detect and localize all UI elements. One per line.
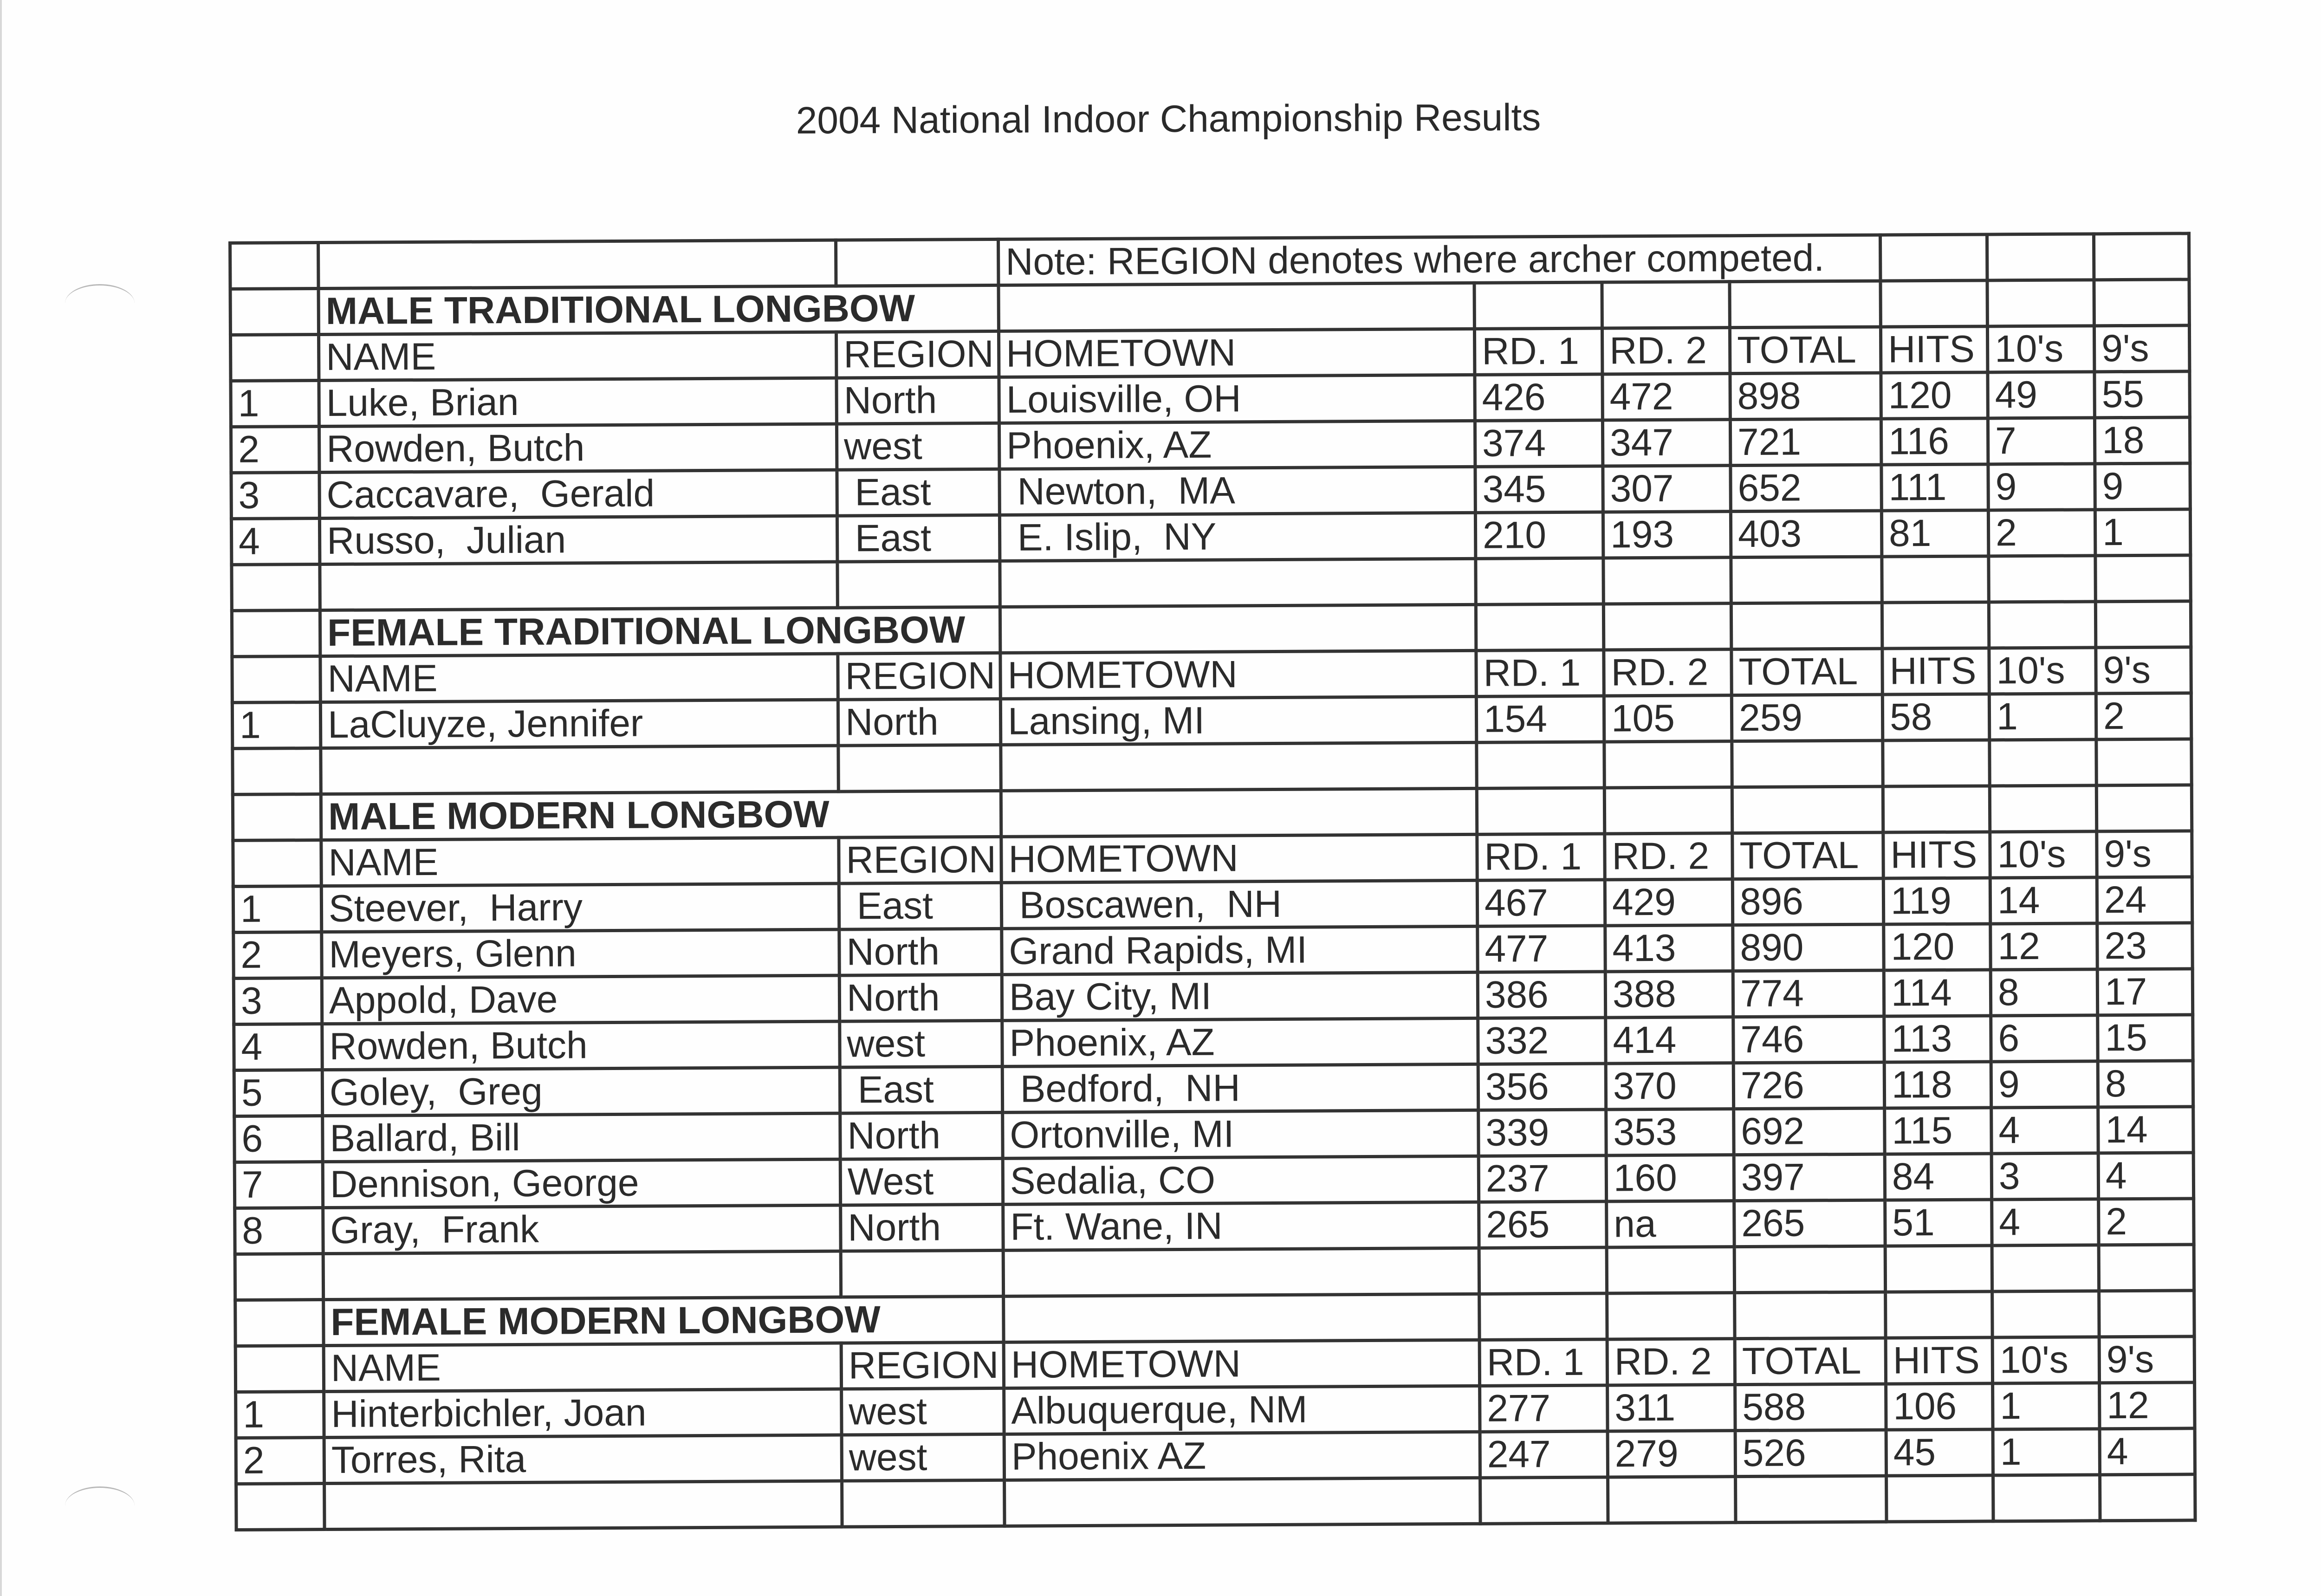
- name-cell: Meyers, Glenn: [322, 929, 839, 978]
- section-title: FEMALE TRADITIONAL LONGBOW: [320, 607, 1000, 656]
- round-2-cell: na: [1607, 1201, 1734, 1247]
- region-cell: East: [840, 1066, 1002, 1113]
- round-2-cell: 388: [1605, 971, 1733, 1018]
- round-1-cell: 477: [1478, 926, 1605, 972]
- tens-cell: 2: [1988, 510, 2095, 556]
- empty-cell: [1607, 1247, 1734, 1293]
- nines-cell: 14: [2098, 1107, 2193, 1153]
- empty-cell: [1882, 556, 1989, 603]
- empty-cell: [842, 1480, 1005, 1527]
- nines-cell: 4: [2098, 1153, 2193, 1199]
- rank-cell: 3: [233, 978, 322, 1025]
- empty-cell: [1736, 1476, 1887, 1523]
- header-hits: HITS: [1883, 832, 1990, 878]
- results-table-wrapper: [228, 232, 2194, 1531]
- empty-cell: [1001, 788, 1477, 837]
- empty-cell: [1990, 785, 2096, 832]
- hits-cell: 45: [1886, 1429, 1993, 1476]
- region-cell: west: [840, 1020, 1002, 1067]
- section-title: MALE TRADITIONAL LONGBOW: [318, 285, 998, 334]
- empty-cell: [233, 748, 321, 795]
- tens-cell: 1: [1989, 694, 2096, 740]
- rank-cell: 1: [232, 702, 320, 749]
- hometown-cell: Ft. Wane, IN: [1003, 1202, 1479, 1250]
- total-cell: 890: [1733, 924, 1884, 971]
- hometown-cell: Boscawen, NH: [1001, 880, 1477, 928]
- total-cell: 774: [1733, 970, 1884, 1017]
- empty-cell: [235, 1300, 324, 1346]
- header-hometown: HOMETOWN: [1004, 1340, 1479, 1388]
- empty-cell: [998, 283, 1474, 331]
- punch-hole-mark: [65, 1486, 135, 1525]
- name-cell: Goley, Greg: [322, 1067, 840, 1116]
- hometown-cell: Newton, MA: [999, 467, 1475, 515]
- hometown-cell: Phoenix AZ: [1004, 1432, 1480, 1480]
- rank-cell: 8: [235, 1208, 323, 1254]
- round-1-cell: 386: [1478, 972, 1605, 1018]
- rank-cell: 4: [231, 519, 319, 565]
- empty-cell: [2094, 234, 2189, 280]
- header-rd1: RD. 1: [1477, 834, 1605, 880]
- round-2-cell: 413: [1605, 925, 1733, 972]
- header-name: NAME: [321, 837, 839, 886]
- hits-cell: 113: [1884, 1016, 1991, 1062]
- hits-cell: 116: [1881, 418, 1988, 465]
- header-nines: 9's: [2096, 647, 2191, 694]
- empty-cell: [2095, 601, 2191, 648]
- name-cell: Rowden, Butch: [319, 424, 836, 472]
- total-cell: 588: [1735, 1384, 1887, 1431]
- empty-cell: [838, 745, 1001, 792]
- region-cell: East: [837, 515, 999, 562]
- rank-cell: 7: [234, 1162, 323, 1208]
- region-cell: North: [836, 377, 999, 424]
- header-total: TOTAL: [1730, 327, 1881, 374]
- rank-cell: 2: [231, 427, 319, 473]
- round-1-cell: 247: [1480, 1431, 1608, 1478]
- region-cell: North: [839, 974, 1002, 1021]
- empty-cell: [1886, 1291, 1992, 1338]
- rank-cell: 4: [234, 1024, 322, 1070]
- empty-cell: [1000, 604, 1476, 653]
- total-cell: 265: [1734, 1200, 1886, 1247]
- page-edge: [0, 0, 2, 1596]
- tens-cell: 14: [1990, 877, 2097, 924]
- empty-cell: [1603, 603, 1731, 650]
- round-2-cell: 347: [1602, 420, 1730, 466]
- empty-cell: [230, 335, 318, 381]
- empty-cell: [233, 794, 321, 841]
- total-cell: 397: [1734, 1154, 1885, 1201]
- region-cell: West: [840, 1158, 1003, 1205]
- empty-cell: [1992, 1245, 2099, 1291]
- round-1-cell: 374: [1475, 420, 1602, 467]
- empty-cell: [1735, 1292, 1886, 1339]
- header-nines: 9's: [2094, 325, 2189, 372]
- name-cell: Hinterbichler, Joan: [324, 1389, 842, 1437]
- empty-cell: [1000, 558, 1476, 607]
- header-hometown: HOMETOWN: [1000, 650, 1476, 699]
- header-total: TOTAL: [1731, 649, 1883, 695]
- empty-cell: [1732, 740, 1883, 787]
- hits-cell: 111: [1881, 464, 1988, 511]
- round-2-cell: 353: [1606, 1109, 1734, 1155]
- header-nines: 9's: [2099, 1336, 2194, 1383]
- tens-cell: 12: [1990, 923, 2097, 970]
- empty-cell: [321, 746, 838, 794]
- hometown-cell: Sedalia, CO: [1003, 1156, 1478, 1204]
- header-total: TOTAL: [1732, 832, 1884, 879]
- header-tens: 10's: [1992, 1337, 2099, 1383]
- total-cell: 526: [1735, 1430, 1887, 1477]
- region-cell: East: [839, 882, 1001, 929]
- header-name: NAME: [318, 332, 836, 380]
- nines-cell: 4: [2100, 1428, 2195, 1475]
- empty-cell: [232, 656, 320, 703]
- empty-cell: [235, 1254, 323, 1300]
- blank-row: [236, 1474, 2195, 1530]
- header-hits: HITS: [1880, 326, 1987, 373]
- round-1-cell: 277: [1480, 1385, 1608, 1432]
- header-total: TOTAL: [1735, 1338, 1886, 1385]
- hits-cell: 115: [1885, 1108, 1991, 1154]
- header-region: REGION: [839, 837, 1001, 883]
- region-cell: west: [836, 423, 999, 470]
- nines-cell: 55: [2094, 371, 2190, 418]
- empty-cell: [1005, 1478, 1480, 1526]
- empty-cell: [837, 561, 1000, 608]
- section-title: MALE MODERN LONGBOW: [321, 791, 1001, 840]
- region-cell: North: [838, 699, 1000, 746]
- region-cell: west: [842, 1388, 1004, 1435]
- empty-cell: [232, 564, 320, 611]
- header-rd1: RD. 1: [1479, 1339, 1607, 1386]
- empty-cell: [1602, 282, 1730, 328]
- punch-hole-mark: [65, 284, 135, 323]
- tens-cell: 9: [1988, 464, 2095, 510]
- rank-cell: 5: [234, 1070, 322, 1116]
- total-cell: 259: [1731, 694, 1883, 741]
- hits-cell: 119: [1883, 878, 1990, 924]
- round-2-cell: 311: [1608, 1385, 1735, 1431]
- name-cell: Torres, Rita: [324, 1435, 842, 1483]
- name-cell: Gray, Frank: [323, 1205, 841, 1253]
- empty-cell: [2095, 555, 2191, 602]
- tens-cell: 1: [1993, 1383, 2100, 1429]
- rank-cell: 6: [234, 1116, 323, 1162]
- empty-cell: [1476, 604, 1603, 650]
- tens-cell: 4: [1992, 1199, 2099, 1246]
- tens-cell: 3: [1991, 1153, 2098, 1200]
- empty-cell: [1604, 787, 1732, 834]
- empty-cell: [1480, 1477, 1608, 1524]
- empty-cell: [1732, 786, 1883, 833]
- empty-cell: [2096, 739, 2191, 785]
- nines-cell: 9: [2095, 463, 2190, 510]
- total-cell: 898: [1730, 373, 1881, 420]
- round-1-cell: 339: [1478, 1109, 1606, 1156]
- hits-cell: 81: [1881, 510, 1988, 557]
- round-2-cell: 160: [1606, 1155, 1734, 1201]
- hits-cell: 114: [1884, 970, 1990, 1016]
- hometown-cell: Louisville, OH: [999, 375, 1475, 423]
- round-1-cell: 345: [1475, 466, 1603, 513]
- tens-cell: 7: [1988, 418, 2094, 464]
- rank-cell: 3: [231, 473, 319, 519]
- empty-cell: [836, 239, 998, 286]
- name-cell: Appold, Dave: [322, 975, 839, 1024]
- round-2-cell: 307: [1603, 466, 1731, 512]
- empty-cell: [1992, 1291, 2099, 1337]
- tens-cell: 1: [1993, 1429, 2100, 1475]
- hometown-cell: Grand Rapids, MI: [1002, 926, 1478, 974]
- total-cell: 746: [1733, 1016, 1885, 1063]
- round-1-cell: 467: [1477, 880, 1605, 926]
- document-title: 2004 National Indoor Championship Results: [796, 96, 1541, 142]
- empty-cell: [318, 240, 836, 288]
- hometown-cell: Lansing, MI: [1000, 696, 1476, 745]
- nines-cell: 12: [2100, 1382, 2195, 1429]
- hits-cell: 84: [1885, 1154, 1991, 1200]
- rank-cell: 1: [233, 886, 321, 933]
- hits-cell: 120: [1881, 372, 1988, 419]
- header-hometown: HOMETOWN: [998, 329, 1474, 377]
- empty-cell: [1603, 558, 1731, 604]
- region-cell: west: [842, 1434, 1004, 1481]
- empty-cell: [1885, 1246, 1992, 1292]
- empty-cell: [1476, 558, 1603, 604]
- round-2-cell: 414: [1606, 1017, 1733, 1064]
- hometown-cell: Phoenix, AZ: [1002, 1018, 1478, 1066]
- nines-cell: 8: [2098, 1061, 2193, 1107]
- nines-cell: 17: [2097, 969, 2192, 1015]
- round-2-cell: 429: [1605, 879, 1732, 926]
- nines-cell: 1: [2095, 509, 2190, 556]
- empty-cell: [1004, 1294, 1479, 1342]
- empty-cell: [1734, 1246, 1886, 1293]
- empty-cell: [1880, 280, 1987, 327]
- rank-cell: 2: [236, 1438, 324, 1484]
- header-hometown: HOMETOWN: [1001, 834, 1477, 882]
- round-1-cell: 237: [1478, 1155, 1606, 1202]
- header-rd1: RD. 1: [1476, 650, 1604, 696]
- rank-cell: 1: [236, 1392, 324, 1438]
- header-tens: 10's: [1989, 648, 2096, 694]
- empty-cell: [2094, 279, 2189, 326]
- round-2-cell: 370: [1606, 1063, 1733, 1109]
- hometown-cell: Bay City, MI: [1002, 972, 1478, 1020]
- section-title: FEMALE MODERN LONGBOW: [324, 1296, 1004, 1345]
- region-cell: North: [841, 1204, 1003, 1251]
- empty-cell: [1474, 282, 1602, 329]
- header-nines: 9's: [2097, 831, 2192, 877]
- empty-cell: [1887, 1475, 1993, 1522]
- name-cell: Dennison, George: [323, 1159, 840, 1207]
- empty-cell: [1604, 741, 1732, 788]
- round-2-cell: 279: [1608, 1431, 1735, 1477]
- region-cell: North: [840, 1112, 1003, 1159]
- header-hits: HITS: [1886, 1337, 1992, 1384]
- name-cell: Luke, Brian: [319, 378, 836, 426]
- empty-cell: [1607, 1293, 1735, 1339]
- empty-cell: [233, 840, 321, 887]
- empty-cell: [1880, 234, 1987, 281]
- empty-cell: [2096, 785, 2191, 831]
- empty-cell: [1001, 742, 1477, 791]
- hits-cell: 58: [1882, 694, 1989, 740]
- hometown-cell: Bedford, NH: [1002, 1064, 1478, 1112]
- empty-cell: [2100, 1474, 2195, 1521]
- hometown-cell: Albuquerque, NM: [1004, 1386, 1480, 1434]
- name-cell: Ballard, Bill: [323, 1113, 840, 1161]
- hits-cell: 118: [1884, 1062, 1991, 1108]
- empty-cell: [1477, 742, 1604, 788]
- empty-cell: [1731, 603, 1882, 649]
- empty-cell: [1730, 281, 1881, 328]
- total-cell: 896: [1732, 878, 1884, 925]
- rank-cell: 2: [233, 932, 322, 979]
- empty-cell: [1608, 1477, 1736, 1523]
- round-1-cell: 332: [1478, 1018, 1606, 1064]
- round-1-cell: 154: [1476, 696, 1604, 742]
- empty-cell: [1479, 1293, 1607, 1340]
- round-2-cell: 105: [1604, 695, 1731, 742]
- empty-cell: [236, 1484, 324, 1530]
- header-name: NAME: [320, 654, 838, 702]
- empty-cell: [324, 1481, 842, 1529]
- empty-cell: [1003, 1248, 1479, 1296]
- total-cell: 403: [1731, 511, 1882, 558]
- empty-cell: [232, 610, 320, 657]
- nines-cell: 18: [2094, 417, 2190, 464]
- name-cell: LaCluyze, Jennifer: [320, 700, 838, 748]
- empty-cell: [1883, 740, 1990, 786]
- header-rd2: RD. 2: [1604, 649, 1731, 696]
- header-region: REGION: [841, 1342, 1004, 1389]
- name-cell: Russo, Julian: [319, 516, 837, 564]
- header-region: REGION: [838, 653, 1000, 700]
- hometown-cell: E. Islip, NY: [999, 513, 1475, 561]
- empty-cell: [1883, 786, 1990, 832]
- tens-cell: 9: [1991, 1061, 2098, 1108]
- empty-cell: [2099, 1291, 2194, 1337]
- empty-cell: [1882, 602, 1989, 649]
- empty-cell: [1989, 556, 2095, 602]
- tens-cell: 4: [1991, 1107, 2098, 1154]
- name-cell: Rowden, Butch: [322, 1021, 840, 1070]
- nines-cell: 23: [2097, 923, 2192, 969]
- total-cell: 692: [1734, 1108, 1885, 1155]
- results-table: [228, 232, 2197, 1531]
- header-rd2: RD. 2: [1605, 833, 1732, 880]
- header-rd2: RD. 2: [1602, 328, 1730, 374]
- header-rd2: RD. 2: [1607, 1339, 1735, 1385]
- empty-cell: [1990, 740, 2096, 786]
- nines-cell: 2: [2099, 1199, 2194, 1245]
- empty-cell: [2099, 1245, 2194, 1291]
- total-cell: 652: [1731, 465, 1882, 512]
- empty-cell: [1731, 557, 1882, 603]
- tens-cell: 6: [1991, 1015, 2098, 1062]
- total-cell: 726: [1733, 1062, 1885, 1109]
- header-tens: 10's: [1990, 831, 2097, 878]
- header-rd1: RD. 1: [1474, 328, 1602, 375]
- empty-cell: [320, 562, 837, 610]
- hits-cell: 120: [1884, 924, 1990, 970]
- region-note: Note: REGION denotes where archer competed.: [998, 235, 1880, 285]
- empty-cell: [1987, 280, 2094, 326]
- empty-cell: [1987, 234, 2094, 280]
- empty-cell: [230, 289, 318, 335]
- empty-cell: [323, 1251, 841, 1299]
- empty-cell: [1989, 602, 2095, 648]
- hometown-cell: Ortonville, MI: [1003, 1110, 1478, 1158]
- name-cell: Steever, Harry: [321, 883, 839, 932]
- total-cell: 721: [1730, 419, 1881, 466]
- round-1-cell: 265: [1479, 1201, 1607, 1248]
- results-table-body: [230, 234, 2196, 1530]
- round-2-cell: 193: [1603, 512, 1731, 558]
- empty-cell: [841, 1250, 1003, 1297]
- nines-cell: 15: [2098, 1015, 2193, 1061]
- empty-cell: [1479, 1247, 1607, 1294]
- nines-cell: 2: [2096, 693, 2191, 740]
- region-cell: North: [839, 928, 1002, 975]
- nines-cell: 24: [2097, 877, 2192, 923]
- header-hits: HITS: [1882, 648, 1989, 694]
- round-2-cell: 472: [1602, 374, 1730, 420]
- region-cell: East: [837, 469, 999, 516]
- tens-cell: 8: [1990, 969, 2097, 1016]
- empty-cell: [235, 1346, 324, 1392]
- name-cell: Caccavare, Gerald: [319, 470, 837, 518]
- empty-cell: [230, 243, 318, 289]
- header-name: NAME: [324, 1343, 841, 1391]
- hits-cell: 51: [1885, 1200, 1992, 1246]
- tens-cell: 49: [1988, 372, 2094, 418]
- hometown-cell: Phoenix, AZ: [999, 421, 1475, 469]
- empty-cell: [1477, 788, 1604, 834]
- round-1-cell: 356: [1478, 1064, 1606, 1110]
- empty-cell: [1993, 1475, 2100, 1521]
- header-region: REGION: [836, 331, 998, 378]
- round-1-cell: 426: [1475, 374, 1602, 421]
- hits-cell: 106: [1886, 1383, 1993, 1430]
- round-1-cell: 210: [1475, 512, 1603, 558]
- header-tens: 10's: [1987, 326, 2094, 372]
- rank-cell: 1: [231, 381, 319, 427]
